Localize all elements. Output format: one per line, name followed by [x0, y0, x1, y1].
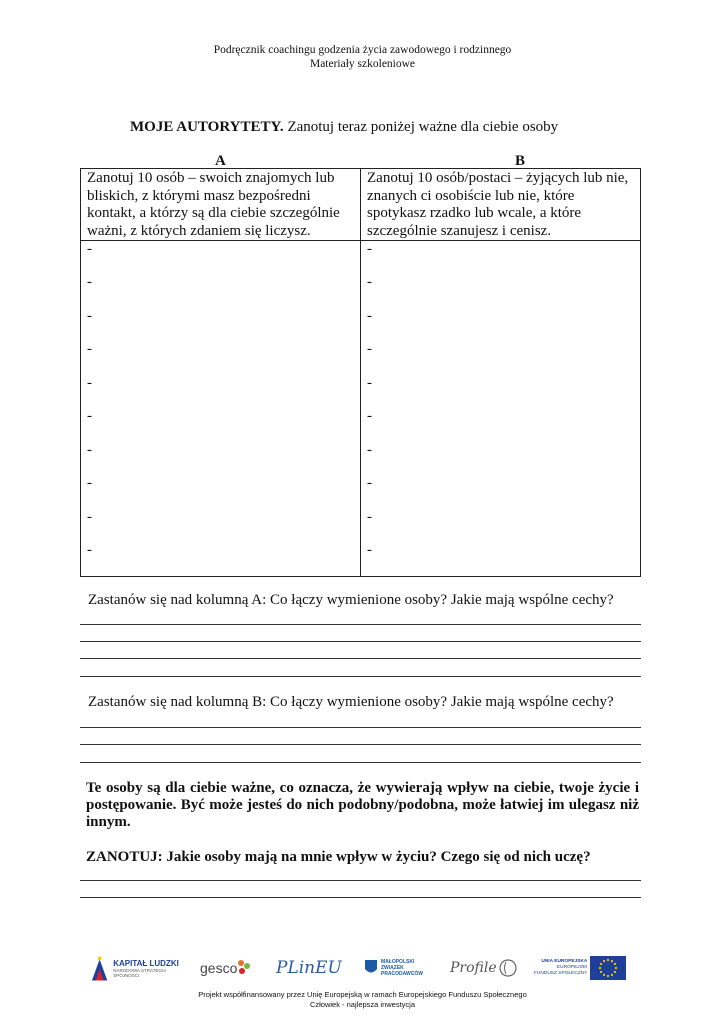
entry-b-8[interactable]: - — [367, 475, 372, 491]
answer-line-a-3[interactable] — [80, 658, 641, 659]
kapital-ludzki-text: KAPITAŁ LUDZKI — [113, 958, 179, 968]
gesco-text: gesco — [200, 960, 238, 976]
zanotuj-question: ZANOTUJ: Jakie osoby mają na mnie wpływ w życiu? Czego się od nich uczę? — [86, 849, 591, 865]
entry-a-6[interactable]: - — [87, 408, 92, 424]
malopolski-line3: PRACODAWCÓW — [381, 971, 423, 977]
answer-line-b-3[interactable] — [80, 762, 641, 763]
entry-b-3[interactable]: - — [367, 307, 372, 324]
document-header — [0, 43, 725, 71]
gesco-dots-icon — [237, 958, 251, 978]
header-subtitle: Materiały szkoleniowe — [309, 58, 416, 70]
question-column-a: Zastanów się nad kolumną A: Co łączy wymienione osoby? Jakie mają wspólne cechy? — [88, 592, 614, 608]
eu-line1: UNIA EUROPEJSKA — [541, 959, 588, 964]
answer-line-a-2[interactable] — [80, 641, 641, 642]
entry-a-1[interactable]: - — [87, 241, 92, 257]
entry-b-6[interactable]: - — [367, 408, 372, 424]
footer-logos — [88, 948, 628, 988]
entry-b-5[interactable]: - — [367, 374, 372, 391]
column-a-description: Zanotuj 10 osób – swoich znajomych lub bliskich, z którymi masz bezpośredni kontakt, a którzy są dla ciebie szczególnie ważni, z których zdaniem się liczysz. — [81, 169, 361, 241]
answer-line-a-4[interactable] — [80, 676, 641, 677]
gesco-logo — [200, 948, 255, 988]
entry-a-2[interactable]: - — [87, 274, 92, 290]
profile-logo — [450, 948, 520, 988]
entry-a-9[interactable]: - — [87, 508, 92, 525]
kapital-ludzki-logo — [90, 948, 190, 988]
malopolski-line2: ZWIĄZEK — [381, 965, 404, 971]
summary-paragraph: Te osoby są dla ciebie ważne, co oznacza, że wywierają wpływ na ciebie, twoje życie i postępowanie. Być może jesteś do nich podobny/podobna, może łatwiej im ulegasz niż innym. — [86, 780, 639, 830]
plineu-text: PLinEU — [276, 958, 342, 978]
profile-face-icon — [499, 957, 517, 979]
malopolski-shield-icon — [364, 959, 378, 977]
profile-text: Profile — [450, 960, 497, 976]
eu-line3: FUNDUSZ SPOŁECZNY — [534, 971, 588, 976]
kapital-ludzki-icon — [90, 953, 109, 983]
entry-a-8[interactable]: - — [87, 475, 92, 491]
entry-b-7[interactable]: - — [367, 441, 372, 458]
section-instruction: Zanotuj teraz poniżej ważne dla ciebie osoby — [283, 119, 559, 135]
column-b-description: Zanotuj 10 osób/postaci – żyjących lub nie, znanych ci osobiście lub nie, które spotykasz rzadko lub wcale, a które szczególnie szanujesz i cenisz. — [361, 169, 641, 241]
entry-b-1[interactable]: - — [367, 241, 372, 257]
eu-flag-icon — [590, 956, 626, 980]
kapital-ludzki-subtext: NARODOWA STRATEGIA SPÓJNOŚCI — [113, 967, 166, 978]
section-intro — [130, 119, 558, 136]
answer-line-b-1[interactable] — [80, 727, 641, 728]
column-b-entries[interactable] — [361, 241, 641, 577]
funding-note — [0, 990, 725, 1010]
answer-line-b-2[interactable] — [80, 744, 641, 745]
answer-line-c-1[interactable] — [80, 880, 641, 881]
plineu-logo — [276, 948, 346, 988]
question-column-b: Zastanów się nad kolumną B: Co łączy wymienione osoby? Jakie mają wspólne cechy? — [88, 694, 614, 710]
entry-a-7[interactable]: - — [87, 441, 92, 458]
eu-logo — [534, 948, 628, 988]
entry-a-5[interactable]: - — [87, 374, 92, 391]
answer-line-c-2[interactable] — [80, 897, 641, 898]
authorities-table — [80, 168, 641, 577]
answer-line-a-1[interactable] — [80, 624, 641, 625]
eu-line2: EUROPEJSKI — [556, 965, 588, 970]
entry-b-4[interactable]: - — [367, 341, 372, 357]
table-description-row — [81, 169, 641, 241]
funding-line1: Projekt współfinansowany przez Unię Europejską w ramach Europejskiego Funduszu Społecznego — [198, 990, 527, 999]
entry-a-10[interactable]: - — [87, 542, 92, 558]
column-a-heading: A — [215, 153, 226, 169]
section-title: MOJE AUTORYTETY. — [130, 119, 284, 135]
malopolski-line1: MAŁOPOLSKI — [381, 959, 415, 965]
column-a-entries[interactable] — [81, 241, 361, 577]
entry-b-9[interactable]: - — [367, 508, 372, 525]
column-b-heading: B — [515, 153, 526, 169]
entry-a-3[interactable]: - — [87, 307, 92, 324]
funding-line2: Człowiek - najlepsza inwestycja — [309, 1000, 416, 1009]
entry-b-10[interactable]: - — [367, 542, 372, 558]
entry-a-4[interactable]: - — [87, 341, 92, 357]
malopolski-logo — [364, 948, 434, 988]
entry-b-2[interactable]: - — [367, 274, 372, 290]
table-entries-row — [81, 241, 641, 577]
header-title: Podręcznik coachingu godzenia życia zawodowego i rodzinnego — [213, 44, 512, 56]
